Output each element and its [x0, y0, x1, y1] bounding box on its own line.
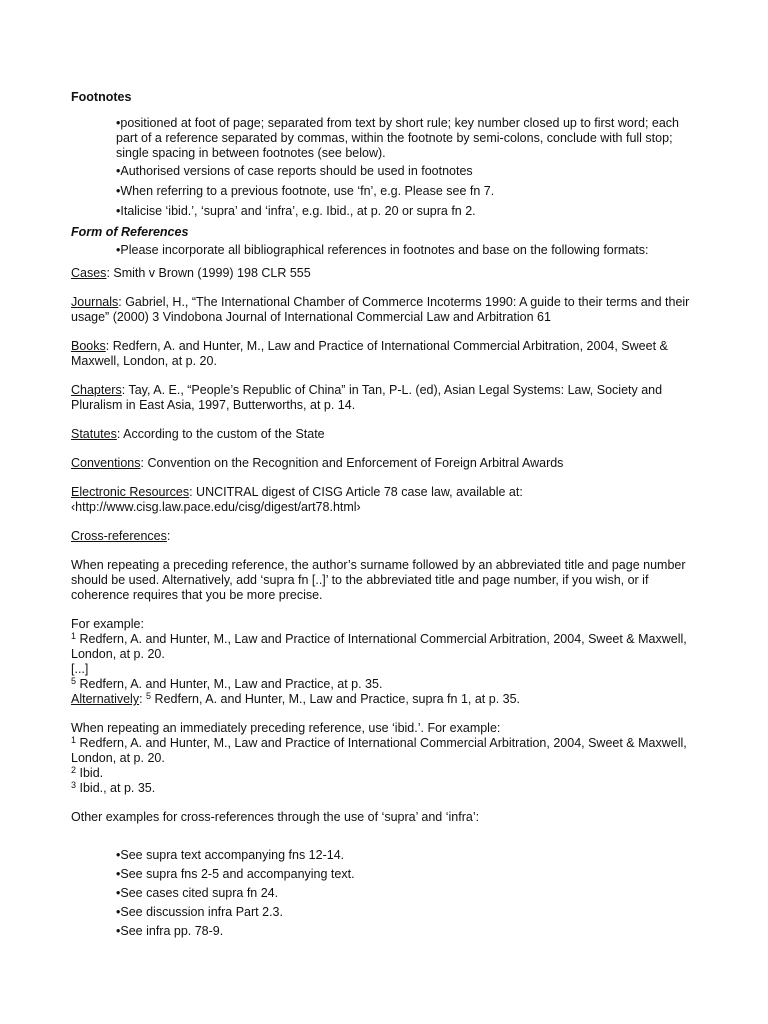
footnotes-heading: Footnotes — [71, 90, 132, 104]
cross-references-heading — [71, 529, 701, 544]
ref-statutes-label: Statutes — [71, 427, 117, 441]
form-of-references-intro: •Please incorporate all bibliographical references in footnotes and base on the following formats: — [116, 243, 649, 257]
example-1-footnote-1 — [71, 632, 701, 662]
example-2-footnote-2 — [71, 766, 701, 781]
example-1-ellipsis: [...] — [71, 662, 89, 676]
example-1-lead: For example: — [71, 617, 144, 631]
ref-journals-label: Journals — [71, 295, 119, 309]
other-examples-list — [71, 848, 701, 939]
ref-chapters-label: Chapters — [71, 383, 122, 397]
footnotes-bullet-1: •positioned at foot of page; separated from text by short rule; key number closed up to first word; each part of a reference separated by commas, within the footnote by semi-colons, conclude with full stop; single spacing in between footnotes (see below). — [116, 116, 680, 160]
footnote-text: Redfern, A. and Hunter, M., Law and Practice, supra fn 1, at p. 35. — [151, 692, 521, 706]
ref-journals — [71, 295, 701, 325]
ref-journals-text: : Gabriel, H., “The International Chamber of Commerce Incoterms 1990: A guide to their terms and their usage” (2000) 3 Vindobona Journal of International Commercial Law and Arbitration 61 — [71, 295, 690, 324]
ref-statutes — [71, 427, 701, 442]
footnote-text: Redfern, A. and Hunter, M., Law and Practice of International Commercial Arbitration, 2004, Sweet & Maxwell, London, at p. 20. — [71, 632, 687, 661]
document-body — [71, 90, 701, 943]
footnote-number: 3 — [71, 780, 77, 790]
footnote-number: 5 — [71, 676, 77, 686]
ref-conventions-label: Conventions — [71, 456, 141, 470]
cross-references-colon: : — [166, 529, 171, 543]
ref-books-label: Books — [71, 339, 106, 353]
footnote-number: 5 — [146, 691, 152, 701]
ref-statutes-text: : According to the custom of the State — [116, 427, 325, 441]
footnote-text: Redfern, A. and Hunter, M., Law and Practice, at p. 35. — [76, 677, 383, 691]
example-2-lead: When repeating an immediately preceding reference, use ‘ibid.’. For example: — [71, 721, 501, 735]
example-2-footnote-1 — [71, 736, 701, 766]
ref-chapters-text: : Tay, A. E., “People’s Republic of China” in Tan, P-L. (ed), Asian Legal Systems: Law, Society and Pluralism in East Asia, 1997, Butterworths, at p. 14. — [71, 383, 663, 412]
footnotes-bullet-4: •Italicise ‘ibid.’, ‘supra’ and ‘infra’, e.g. Ibid., at p. 20 or supra fn 2. — [116, 204, 476, 218]
ref-electronic-text: : UNCITRAL digest of CISG Article 78 case law, available at: — [189, 485, 523, 499]
other-examples-intro: Other examples for cross-references through the use of ‘supra’ and ‘infra’: — [71, 810, 480, 824]
ref-electronic-resources — [71, 485, 701, 515]
ref-cases-text: : Smith v Brown (1999) 198 CLR 555 — [106, 266, 311, 280]
cross-references-example-2 — [71, 721, 701, 796]
footnote-number: 2 — [71, 765, 77, 775]
alternatively-label: Alternatively — [71, 692, 140, 706]
ref-cases-label: Cases — [71, 266, 107, 280]
ref-conventions — [71, 456, 701, 471]
footnotes-bullet-3: •When referring to a previous footnote, use ‘fn’, e.g. Please see fn 7. — [116, 184, 495, 198]
cross-references-label: Cross-references — [71, 529, 167, 543]
other-example-4: •See discussion infra Part 2.3. — [116, 905, 283, 919]
ref-chapters — [71, 383, 701, 413]
alternatively-colon: : — [139, 692, 147, 706]
other-example-5: •See infra pp. 78-9. — [116, 924, 224, 938]
footnote-text: Ibid., at p. 35. — [76, 781, 156, 795]
ref-conventions-text: : Convention on the Recognition and Enforcement of Foreign Arbitral Awards — [140, 456, 564, 470]
example-1-alternatively — [71, 692, 701, 707]
cross-references-example-1 — [71, 617, 701, 707]
ref-electronic-label: Electronic Resources — [71, 485, 190, 499]
footnote-text: Redfern, A. and Hunter, M., Law and Practice of International Commercial Arbitration, 2004, Sweet & Maxwell, London, at p. 20. — [71, 736, 687, 765]
footnote-number: 1 — [71, 735, 77, 745]
ref-books — [71, 339, 701, 369]
other-example-3: •See cases cited supra fn 24. — [116, 886, 279, 900]
form-of-references-heading: Form of References — [71, 225, 189, 239]
other-example-1: •See supra text accompanying fns 12-14. — [116, 848, 345, 862]
example-2-footnote-3 — [71, 781, 701, 796]
example-1-footnote-5 — [71, 677, 701, 692]
ref-cases — [71, 266, 701, 281]
other-example-2: •See supra fns 2-5 and accompanying text. — [116, 867, 355, 881]
footnotes-bullet-2: •Authorised versions of case reports should be used in footnotes — [116, 164, 473, 178]
ref-books-text: : Redfern, A. and Hunter, M., Law and Practice of International Commercial Arbitration, 2004, Sweet & Maxwell, London, at p. 20. — [71, 339, 668, 368]
footnotes-bullets — [71, 116, 701, 219]
ref-electronic-url: ‹http://www.cisg.law.pace.edu/cisg/digest/art78.html› — [71, 500, 361, 514]
footnote-text: Ibid. — [76, 766, 104, 780]
footnote-number: 1 — [71, 631, 77, 641]
cross-references-intro: When repeating a preceding reference, the author’s surname followed by an abbreviated title and page number should be used. Alternatively, add ‘supra fn [..]’ to the abbreviated title and page number, if you wish, or if coherence requires that you be more precise. — [71, 558, 686, 602]
